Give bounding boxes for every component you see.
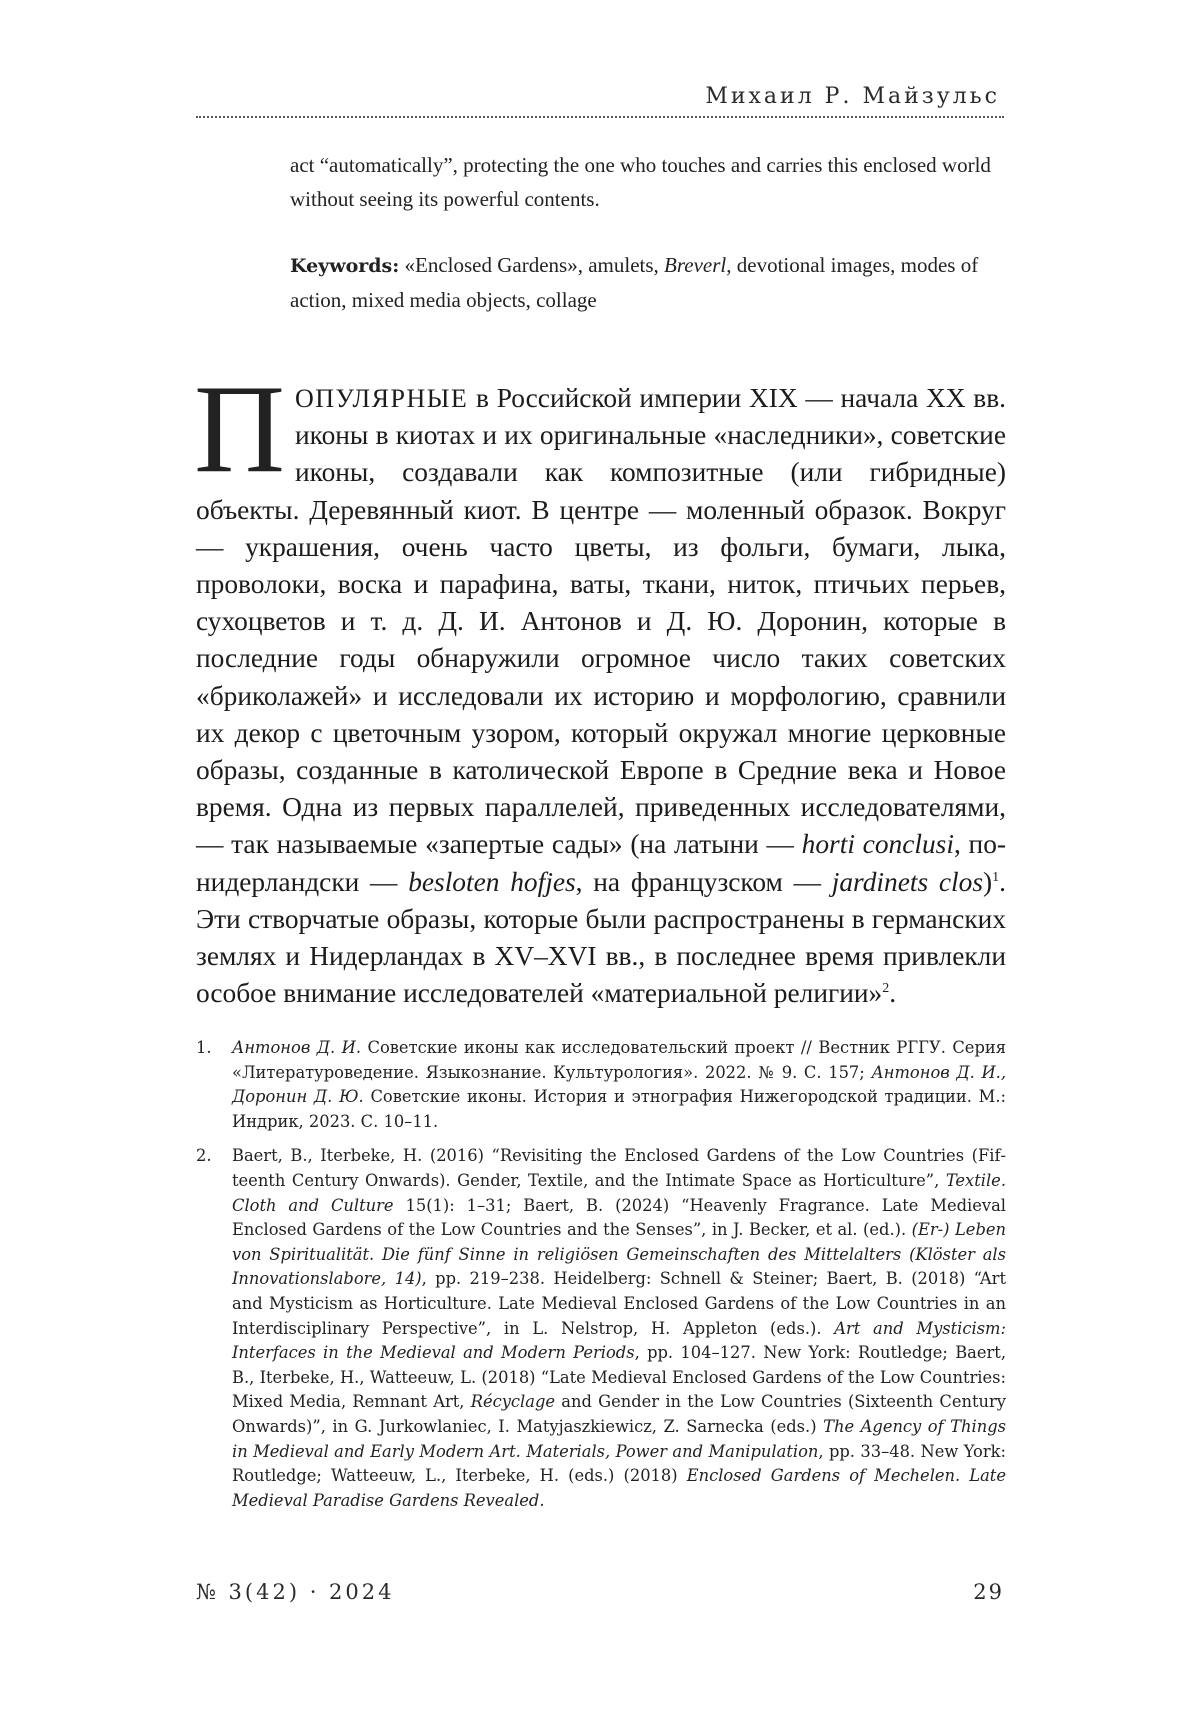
citation-text: and Gender in the Low Countries (Sixteenth Century Onwards)”, in G. Jurkowlaniec, I. Matyjaszkiewicz, Z. Sarnecka (eds.): [232, 1392, 1006, 1436]
citation-title: (Er-) Leben von Spiritualität. Die fünf Sinne in religiösen Gemeinschaften des Mittelalters (Klöster als Innovationslabore, 14): [232, 1220, 1006, 1289]
drop-cap: П: [194, 360, 285, 499]
citation-text: , pp. 219–238. Heidelberg: Schnell & Steiner; Baert, B. (2018) “Art and Mysticism as Horticulture. Late Medieval Enclosed Gardens of the Low Countries in an Interdisciplinary Perspective”, in L. Nelstrop, H. Appleton (eds.).: [232, 1269, 1006, 1338]
footnote-text: [232, 1036, 1006, 1134]
keywords-part: , devotional images, modes of action, mixed media objects, collage: [290, 253, 979, 312]
running-header-author: Михаил Р. Майзульс: [705, 84, 1000, 109]
citation-text: , pp. 33–48. New York: Routledge; Watteeuw, L., Iterbeke, H. (eds.) (2018): [232, 1441, 1006, 1486]
citation-text: .: [539, 1490, 545, 1510]
body-text-segment: , на французском —: [575, 866, 832, 897]
footnote-number: 2.: [196, 1146, 212, 1166]
citation-title: Textile. Cloth and Culture: [232, 1170, 1006, 1215]
main-paragraph: [194, 360, 1007, 1012]
body-text-segment: . Эти створчатые образы, которые были распространены в германских землях и Нидерландах в XV–XVI вв., в последнее время привлекли особое внимание исследователей «материальной религии»: [196, 866, 1006, 1009]
footnote-ref-2[interactable]: 2: [882, 981, 890, 997]
citation-title: Récyclage: [470, 1392, 556, 1412]
italic-term: horti conclusi: [801, 829, 954, 860]
keywords-part: «Enclosed Gardens», amulets,: [399, 253, 665, 277]
body-text-segment: , по-нидерландски —: [196, 829, 1007, 897]
citation-text: Советские иконы. История и этнография Нижегородской традиции. М.: Индрик, 2023. С. 10–11.: [232, 1087, 1006, 1131]
citation-text: , pp. 104–127. New York: Routledge; Baert, B., Iterbeke, H., Watteeuw, L. (2018) “Late Medieval Enclosed Gardens of the Low Countries: Mixed Media, Remnant Art,: [232, 1343, 1006, 1412]
page-number: 29: [973, 1580, 1004, 1604]
footnotes: [196, 1036, 1006, 1523]
italic-term: besloten hofjes: [408, 866, 576, 897]
issue-number: № 3(42) · 2024: [196, 1580, 395, 1604]
keywords-label: Keywords:: [290, 255, 400, 277]
citation-title: The Agency of Things in Medieval and Early Modern Art. Materials, Power and Manipulation: [232, 1416, 1006, 1461]
italic-term: jardinets clos: [831, 866, 984, 897]
citation-author: Антонов Д. И., Доронин Д. Ю.: [232, 1062, 1006, 1107]
body-text-segment: в Российской империи XIX — начала XX вв. иконы в киотах и их оригинальные «наследники», советские иконы, создавали как композитные (или гибридные) объекты. Деревянный киот. В центре — моленный образок. Вокруг — украшения, очень часто цветы, из фольги, бумаги, лыка, проволоки, воска и парафина, ваты, ткани, ниток, птичьих перьев, сухоцветов и т. д. Д. И. Антонов и Д. Ю. Доронин, которые в последние годы обнаружили огромное число таких советских «бриколажей» и исследовали их историю и морфологию, сравнили их декор с цветочным узором, который окружал многие церковные образы, созданные в католической Европе в Средние века и Новое время. Одна из первых параллелей, приведенных исследователями, — так называемые «запертые сады» (на латыни —: [196, 383, 1006, 860]
footnote-2: [196, 1144, 1006, 1513]
body-text-segment: .: [889, 978, 897, 1009]
citation-text: 15(1): 1–31; Baert, B. (2024) “Heavenly Fragrance. Late Medieval Enclosed Gardens of the Low Countries and the Senses”, in J. Becker, et al. (ed.).: [232, 1195, 1006, 1240]
body-text-segment: ): [983, 866, 993, 897]
citation-author: Антонов Д. И.: [232, 1038, 362, 1057]
footnote-number: 1.: [196, 1038, 212, 1057]
abstract-block: [290, 148, 1006, 317]
citation-text: Baert, B., Iterbeke, H. (2016) “Revisiting the Enclosed Gardens of the Low Countries (Fifteenth Century Onwards). Gender, Textile, and the Intimate Space as Horticulture”,: [232, 1146, 1006, 1190]
citation-title: Enclosed Gardens of Mechelen. Late Medieval Paradise Gardens Revealed: [232, 1466, 1006, 1510]
header-dotted-rule: [196, 116, 1004, 118]
footnote-text: [232, 1144, 1006, 1513]
keywords-line: [290, 248, 1006, 317]
citation-title: Art and Mysticism: Interfaces in the Medieval and Modern Periods: [232, 1318, 1006, 1363]
citation-text: Советские иконы как исследовательский проект // Вестник РГГУ. Серия «Литературоведение. Языкознание. Культурология». 2022. № 9. С. 157;: [232, 1038, 1006, 1082]
footnote-ref-1[interactable]: 1: [992, 869, 1000, 885]
keywords-italic: Breverl: [664, 253, 727, 277]
footnote-1: [196, 1036, 1006, 1134]
lead-word: ОПУЛЯРНЫЕ: [295, 384, 469, 413]
abstract-text: act “automatically”, protecting the one who touches and carries this enclosed world without seeing its powerful contents.: [290, 153, 991, 211]
